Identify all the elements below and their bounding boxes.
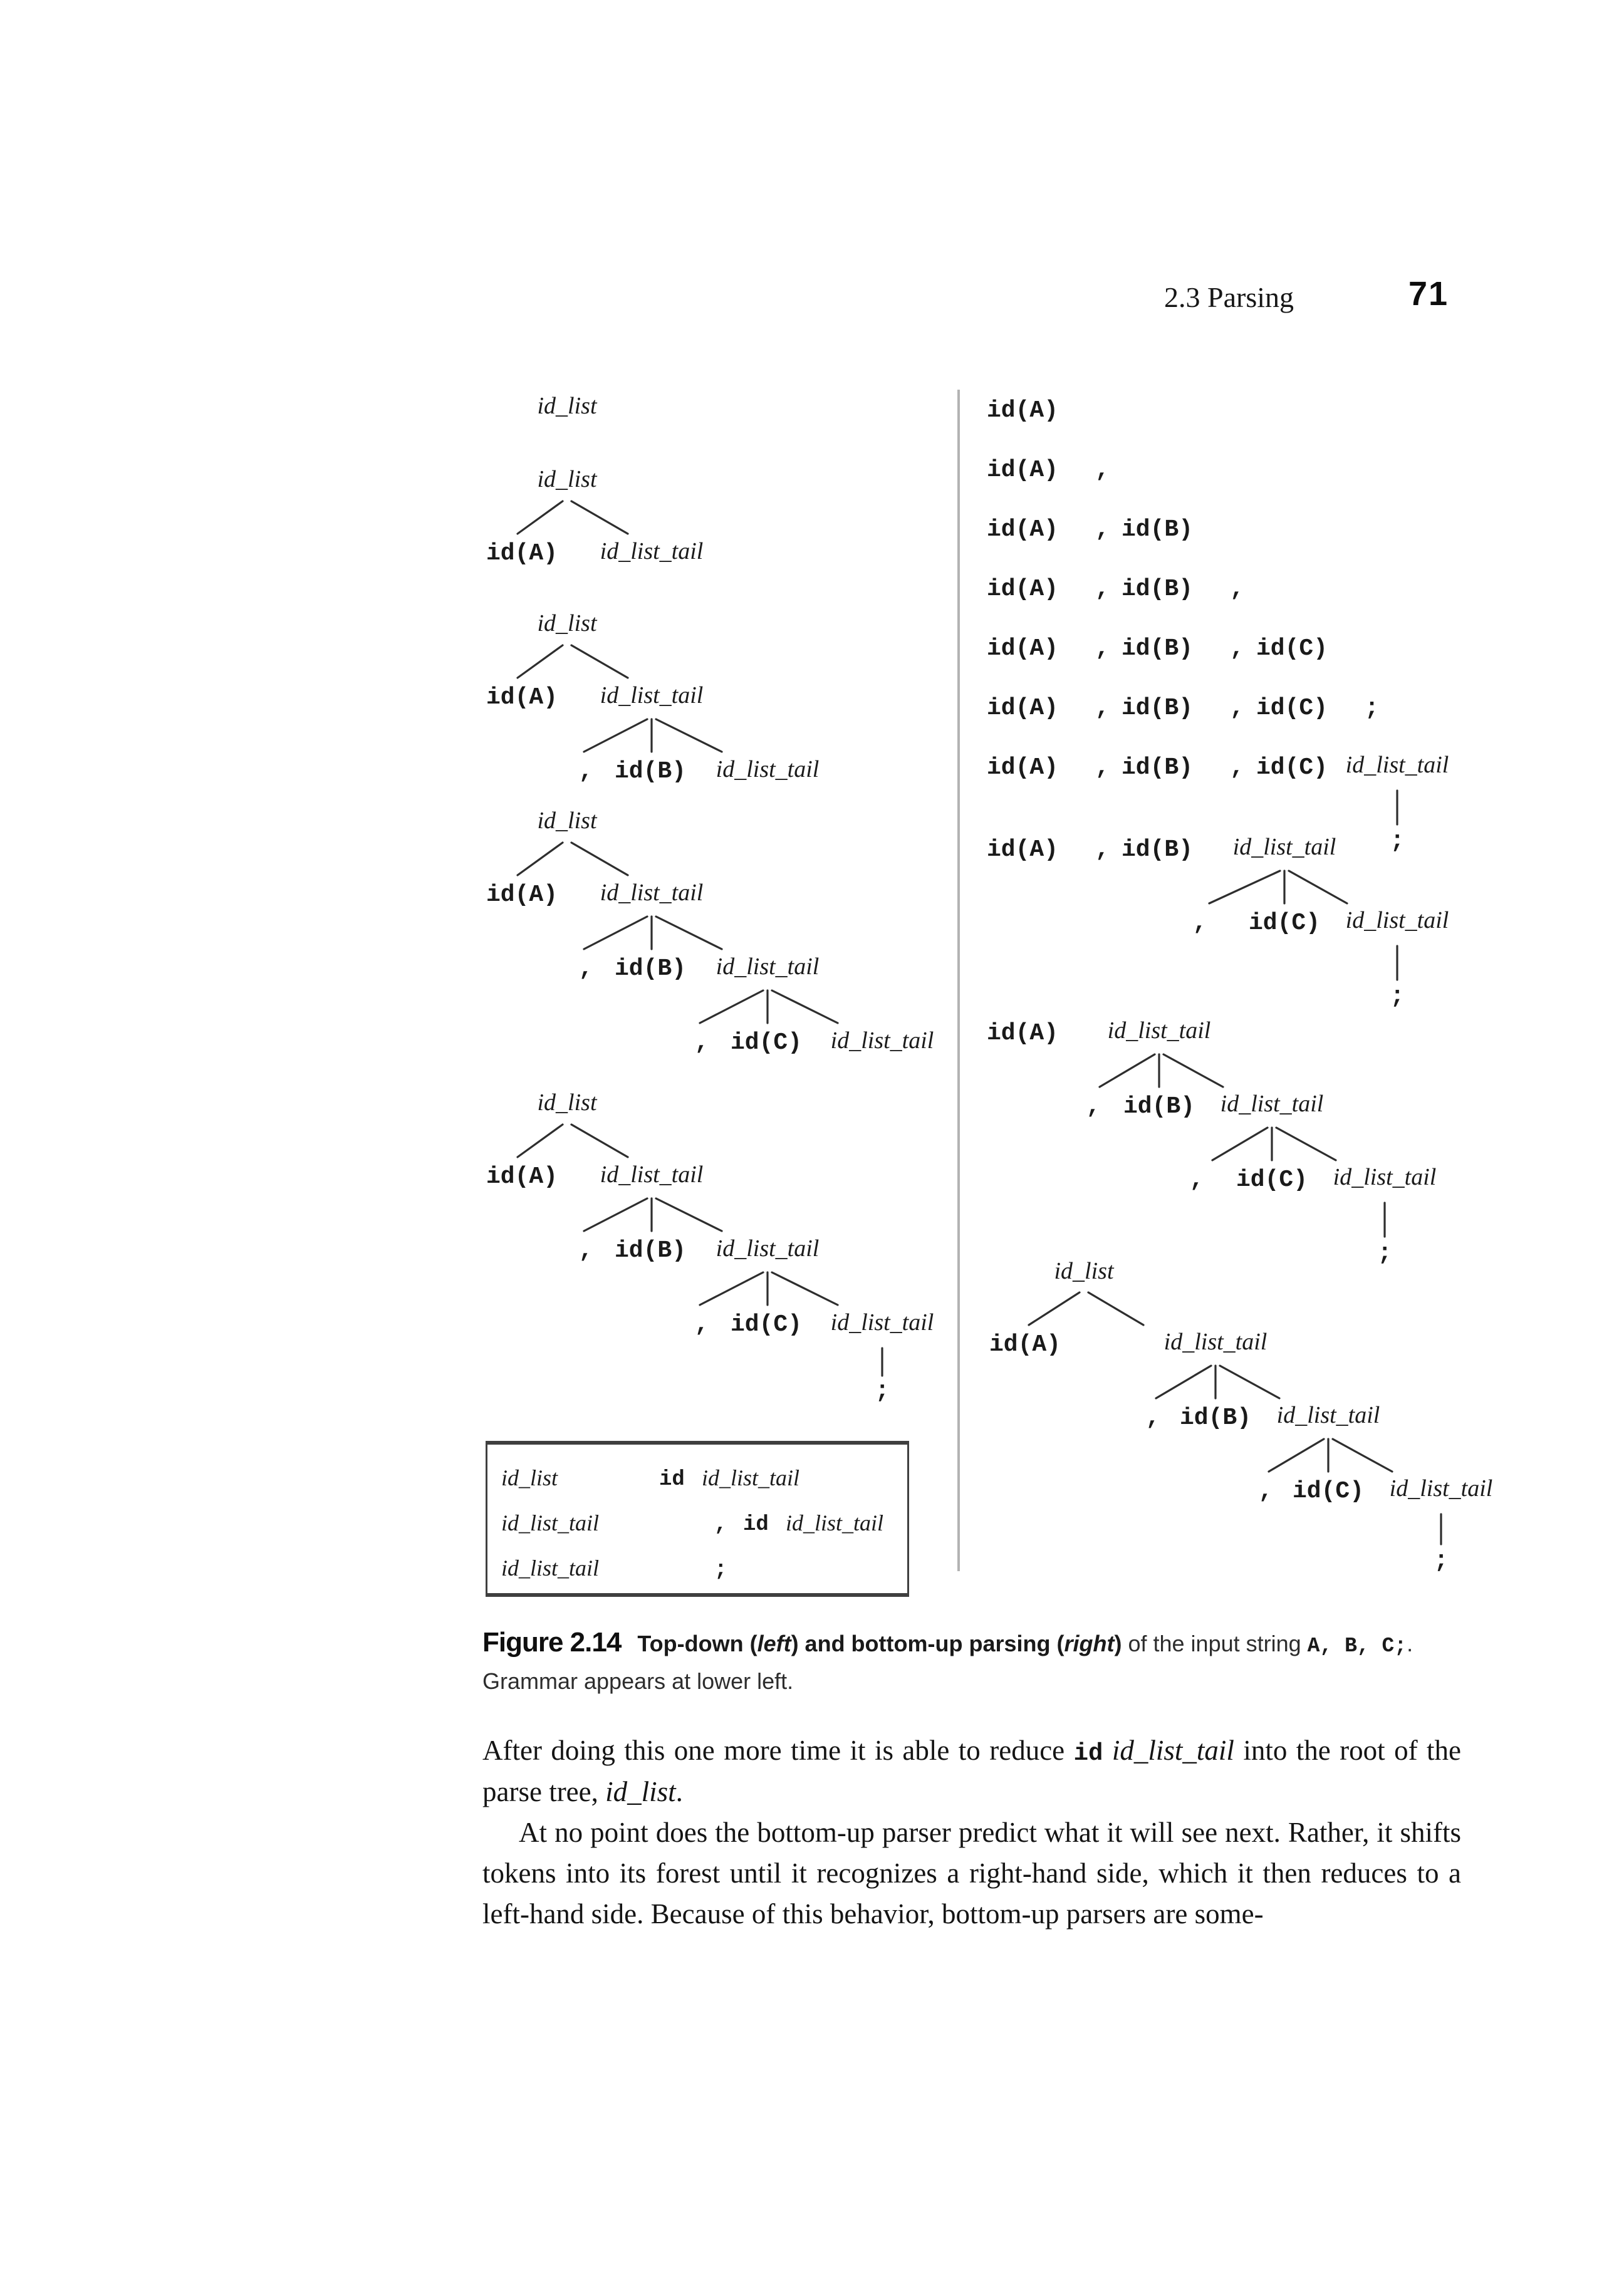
token-comma: , <box>1095 457 1110 484</box>
tree-edge <box>772 1272 838 1305</box>
tree-node-id-list-tail: id_list_tail <box>1345 752 1449 778</box>
tree-edge <box>1088 1292 1143 1325</box>
token-comma: , <box>1095 635 1110 662</box>
tree-node-id-list-tail: id_list_tail <box>1107 1017 1211 1044</box>
tree-node-comma: , <box>1145 1405 1160 1431</box>
tree-node-id-list-tail: id_list_tail <box>716 1235 820 1262</box>
caption-bold-italic: left <box>757 1631 791 1656</box>
body-run <box>1103 1735 1111 1766</box>
tree-edge <box>656 917 722 949</box>
body-run: After doing this one more time it is able to reduce <box>482 1735 1074 1766</box>
tree-edge <box>571 501 628 534</box>
tree-node-id-list-tail: id_list_tail <box>600 682 704 709</box>
body-text <box>482 1730 1461 1935</box>
token-id-a: id(A) <box>987 576 1059 603</box>
tree-edge <box>772 990 838 1023</box>
token-comma: , <box>1230 635 1244 662</box>
tree-edge <box>656 1198 722 1231</box>
tree-edge <box>700 1272 763 1305</box>
tree-node-id-b: id(B) <box>614 758 687 785</box>
tree-node-semicolon: ; <box>875 1378 890 1405</box>
tree-edge <box>700 990 763 1023</box>
caption-bold-italic: right <box>1064 1631 1115 1656</box>
tree-node-id-list-tail: id_list_tail <box>1333 1164 1437 1190</box>
caption-text: . <box>1407 1631 1413 1656</box>
tree-node-id-list-tail: id_list_tail <box>600 880 704 906</box>
tree-edge <box>518 1125 563 1157</box>
body-run: . <box>675 1775 683 1807</box>
token-id-a: id(A) <box>987 1020 1059 1047</box>
caption-bold: ) and bottom-up parsing ( <box>791 1631 1064 1656</box>
tree-node-comma: , <box>1258 1478 1273 1505</box>
token-comma: , <box>1230 754 1244 781</box>
tree-node-comma: , <box>578 758 593 785</box>
caption-code: A, B, C; <box>1307 1634 1407 1658</box>
token-id-c: id(C) <box>1256 695 1328 722</box>
tree-node-id-list-tail: id_list_tail <box>830 1027 934 1054</box>
tree-node-id-list: id_list <box>537 808 597 834</box>
tree-node-id-b: id(B) <box>614 1237 687 1264</box>
tree-node-id-list-tail: id_list_tail <box>716 953 820 980</box>
tree-node-semicolon: ; <box>1377 1240 1392 1267</box>
tree-node-id-list-tail: id_list_tail <box>1232 834 1336 860</box>
tree-node-comma: , <box>1189 1166 1204 1193</box>
token-id-c: id(C) <box>1256 754 1328 781</box>
tree-node-id-c: id(C) <box>1292 1478 1365 1505</box>
tree-node-semicolon: ; <box>1434 1547 1449 1574</box>
caption-line-2: Grammar appears at lower left. <box>482 1668 794 1695</box>
tree-node-semicolon: ; <box>1390 983 1405 1010</box>
tree-edge <box>571 1125 628 1157</box>
tree-node-id-a: id(A) <box>486 684 558 711</box>
tree-node-id-list-tail: id_list_tail <box>600 538 704 564</box>
tree-edge <box>1333 1439 1392 1472</box>
page-number: 71 <box>1408 275 1449 313</box>
tree-edge <box>584 719 647 752</box>
tree-node-id-list-tail: id_list_tail <box>1276 1402 1380 1428</box>
paragraph <box>482 1730 1461 1812</box>
tree-edge <box>1269 1439 1324 1472</box>
tree-node-id-list: id_list <box>1054 1258 1114 1284</box>
tree-node-id-list: id_list <box>537 610 597 636</box>
tree-node-id-list-tail: id_list_tail <box>1389 1475 1493 1502</box>
tree-node-id-list-tail: id_list_tail <box>600 1161 704 1188</box>
tree-node-id-list-tail: id_list_tail <box>830 1309 934 1336</box>
production-rhs-comma: , <box>714 1513 727 1537</box>
token-id-a: id(A) <box>987 457 1059 484</box>
tree-node-id-b: id(B) <box>614 955 687 982</box>
tree-node-comma: , <box>578 955 593 982</box>
token-id-a: id(A) <box>987 516 1059 543</box>
tree-edge <box>1289 871 1347 903</box>
tree-edge <box>1220 1366 1279 1398</box>
token-id-a: id(A) <box>987 754 1059 781</box>
tree-node-id-c: id(C) <box>730 1311 803 1338</box>
body-run: into the root of the parse tree, <box>482 1735 1461 1807</box>
token-id-a: id(A) <box>987 836 1059 863</box>
token-comma: , <box>1095 754 1110 781</box>
paragraph: At no point does the bottom-up parser predict what it will see next. Rather, it shifts tokens into its forest until it recognizes a right-hand side, which it then reduces to a left-hand side. Because of this behavior, bottom-up parsers are some- <box>482 1816 1461 1930</box>
token-comma: , <box>1095 516 1110 543</box>
token-id-a: id(A) <box>987 695 1059 722</box>
body-code: id <box>1073 1740 1103 1767</box>
production-rhs-id: id <box>743 1513 769 1537</box>
tree-edge <box>571 843 628 875</box>
production-rhs-id: id <box>659 1468 685 1492</box>
production-lhs: id_list_tail <box>501 1510 600 1535</box>
tree-node-id-a: id(A) <box>486 1163 558 1190</box>
tree-edge <box>1212 1128 1267 1160</box>
production-lhs: id_list <box>501 1465 558 1490</box>
tree-node-id-list: id_list <box>537 1089 597 1116</box>
production-lhs: id_list_tail <box>501 1556 600 1581</box>
tree-node-id-b: id(B) <box>1123 1093 1195 1120</box>
token-comma: , <box>1095 695 1110 722</box>
production-rhs-id-list-tail: id_list_tail <box>786 1510 884 1535</box>
tree-node-id-list-tail: id_list_tail <box>1163 1329 1267 1355</box>
tree-node-id-a: id(A) <box>989 1331 1061 1358</box>
body-italic: id_list_tail <box>1111 1735 1234 1766</box>
tree-node-id-list-tail: id_list_tail <box>1345 907 1449 933</box>
token-id-b: id(B) <box>1122 695 1194 722</box>
tree-node-id-list: id_list <box>537 466 597 492</box>
tree-node-comma: , <box>1086 1093 1101 1120</box>
tree-edge <box>584 917 647 949</box>
caption-text: of the input string <box>1122 1631 1308 1656</box>
tree-node-id-b: id(B) <box>1179 1405 1252 1431</box>
token-comma: , <box>1230 576 1244 603</box>
tree-edge <box>1100 1054 1155 1087</box>
section-heading: 2.3 Parsing <box>1164 281 1294 313</box>
tree-node-comma: , <box>1192 910 1207 937</box>
token-id-b: id(B) <box>1122 635 1194 662</box>
token-semicolon: ; <box>1365 695 1379 722</box>
tree-node-id-a: id(A) <box>486 881 558 908</box>
tree-edge <box>518 843 563 875</box>
figure-label: Figure 2.14 <box>482 1627 622 1658</box>
tree-edge <box>518 501 563 534</box>
tree-node-comma: , <box>694 1029 709 1056</box>
tree-node-id-list-tail: id_list_tail <box>716 756 820 782</box>
tree-node-id-c: id(C) <box>1248 910 1321 937</box>
tree-edge <box>518 645 563 678</box>
figure-caption <box>482 1621 1485 1699</box>
tree-edge <box>656 719 722 752</box>
tree-node-id-list: id_list <box>537 393 597 419</box>
production-rhs-semicolon: ; <box>714 1558 727 1582</box>
tree-node-id-a: id(A) <box>486 540 558 567</box>
production-rhs-id-list-tail: id_list_tail <box>702 1465 800 1490</box>
token-id-c: id(C) <box>1256 635 1328 662</box>
caption-bold: Top-down ( <box>637 1631 757 1656</box>
token-id-a: id(A) <box>987 635 1059 662</box>
tree-edge <box>584 1198 647 1231</box>
token-id-b: id(B) <box>1122 754 1194 781</box>
tree-node-id-c: id(C) <box>1236 1166 1308 1193</box>
token-id-b: id(B) <box>1122 576 1194 603</box>
tree-edge <box>571 645 628 678</box>
token-comma: , <box>1095 836 1110 863</box>
tree-node-comma: , <box>694 1311 709 1338</box>
token-id-b: id(B) <box>1122 516 1194 543</box>
tree-edge <box>1163 1054 1223 1087</box>
tree-edge <box>1276 1128 1336 1160</box>
token-comma: , <box>1230 695 1244 722</box>
token-comma: , <box>1095 576 1110 603</box>
tree-edge <box>1209 871 1280 903</box>
tree-node-id-list-tail: id_list_tail <box>1220 1091 1324 1117</box>
tree-node-id-c: id(C) <box>730 1029 803 1056</box>
tree-node-semicolon: ; <box>1390 828 1405 855</box>
token-id-b: id(B) <box>1122 836 1194 863</box>
tree-edge <box>1156 1366 1211 1398</box>
tree-edge <box>1029 1292 1080 1325</box>
tree-node-comma: , <box>578 1237 593 1264</box>
body-italic: id_list <box>605 1775 676 1807</box>
caption-bold: ) <box>1114 1631 1122 1656</box>
token-id-a: id(A) <box>987 397 1059 424</box>
